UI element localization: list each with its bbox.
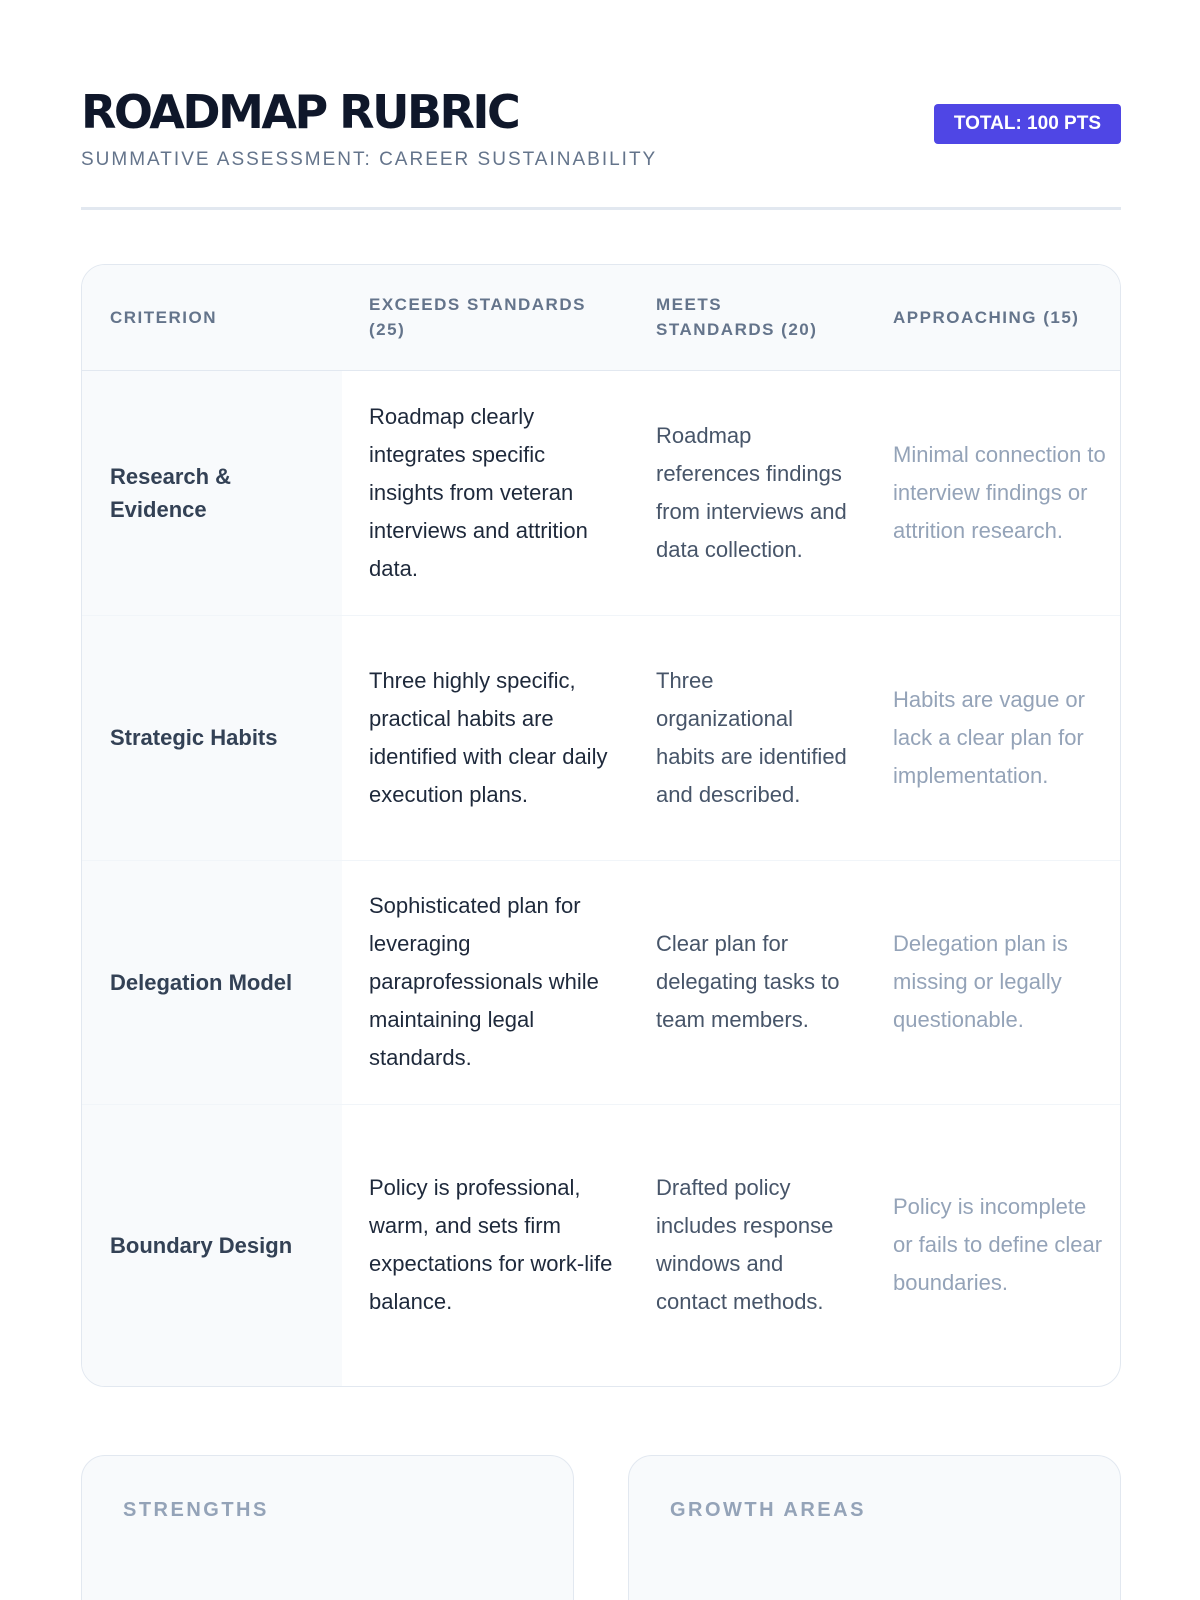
table-row	[82, 860, 1121, 1104]
strengths-title: STRENGTHS	[123, 1499, 269, 1521]
meets-cell: Drafted policy includes response windows and contact methods.	[656, 1175, 834, 1315]
table-row	[82, 370, 1121, 615]
table-header-row	[82, 265, 1121, 370]
exceeds-cell: Three highly specific, practical habits are identified with clear daily execution plans.	[369, 667, 608, 807]
approaching-cell: Minimal connection to interview findings or attrition research.	[893, 441, 1106, 543]
page-header	[81, 86, 1121, 172]
table-row	[82, 615, 1121, 860]
meets-cell: Roadmap references findings from interviews and data collection.	[656, 422, 847, 562]
criterion-cell: Strategic Habits	[82, 615, 342, 860]
column-header-exceeds: EXCEEDS STANDARDS (25)	[342, 265, 629, 370]
exceeds-cell: Policy is professional, warm, and sets firm expectations for work-life balance.	[369, 1175, 613, 1315]
exceeds-cell: Sophisticated plan for leveraging paraprofessionals while maintaining legal standards.	[369, 893, 599, 1070]
approaching-cell: Policy is incomplete or fails to define clear boundaries.	[893, 1194, 1103, 1296]
table-row	[82, 1104, 1121, 1386]
rubric-table	[82, 265, 1121, 1386]
meets-cell: Three organizational habits are identified and described.	[656, 667, 847, 807]
page-subtitle: SUMMATIVE ASSESSMENT: CAREER SUSTAINABILITY	[81, 149, 658, 170]
meets-cell: Clear plan for delegating tasks to team members.	[656, 931, 840, 1032]
approaching-cell: Habits are vague or lack a clear plan for implementation.	[893, 686, 1085, 788]
exceeds-cell: Roadmap clearly integrates specific insights from veteran interviews and attrition data.	[369, 403, 588, 581]
page-title: ROADMAP RUBRIC	[81, 85, 519, 139]
criterion-cell: Delegation Model	[82, 860, 342, 1104]
growth-areas-card	[628, 1455, 1121, 1600]
growth-areas-title: GROWTH AREAS	[670, 1499, 866, 1521]
column-header-criterion: CRITERION	[82, 265, 342, 370]
column-header-approaching: APPROACHING (15)	[866, 265, 1121, 370]
total-points-badge: TOTAL: 100 PTS	[934, 104, 1121, 144]
strengths-card	[81, 1455, 574, 1600]
approaching-cell: Delegation plan is missing or legally questionable.	[893, 931, 1068, 1032]
header-divider	[81, 207, 1121, 210]
column-header-meets: MEETS STANDARDS (20)	[629, 265, 866, 370]
rubric-table-container	[81, 264, 1121, 1387]
criterion-cell: Research & Evidence	[82, 370, 342, 615]
criterion-cell: Boundary Design	[82, 1104, 342, 1386]
